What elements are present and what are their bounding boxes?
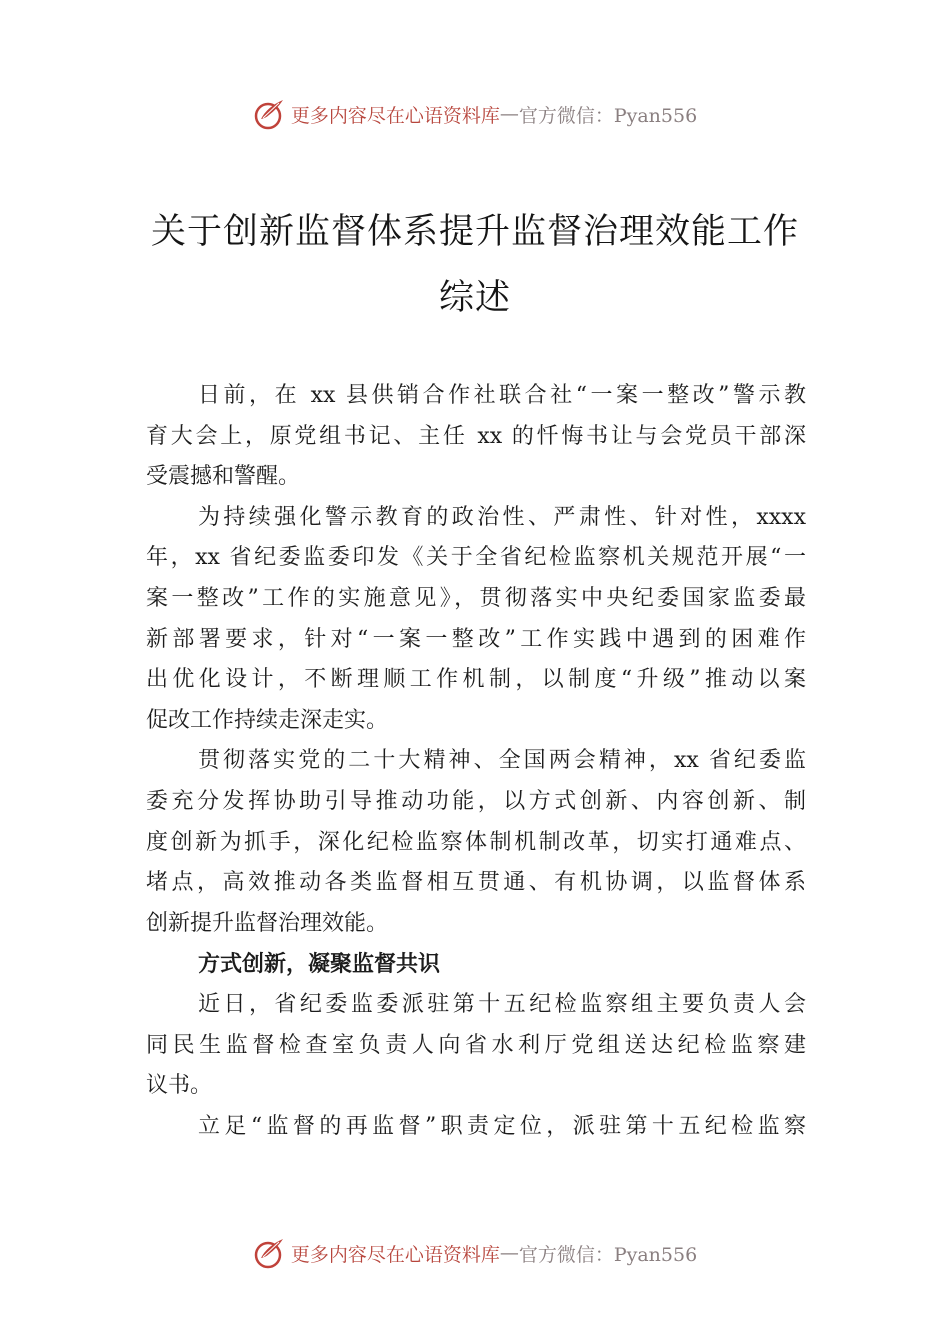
body-line: 日前，在 xx 县供销合作社联合社“一案一整改”警示教 [198, 383, 806, 408]
watermark-grey-text: 官方微信：Pyan556 [518, 1243, 698, 1266]
body-line: 议书。 [146, 1073, 213, 1099]
watermark-red-text: 更多内容尽在心语资料库 [290, 104, 500, 127]
quill-logo-icon [253, 97, 287, 131]
body-line: 促改工作持续走深走实。 [146, 707, 389, 733]
body-line: 近日，省纪委监委派驻第十五纪检监察组主要负责人会 [198, 991, 806, 1017]
body-line: 度创新为抓手，深化纪检监察体制机制改革，切实打通难点、 [146, 829, 806, 855]
body-line: 新部署要求，针对“一案一整改”工作实践中遇到的困难作 [146, 626, 806, 652]
body-line: 同民生监督检查室负责人向省水利厅党组送达纪检监察建 [146, 1032, 806, 1058]
body-line: 案一整改”工作的实施意见》，贯彻落实中央纪委国家监委最 [146, 585, 806, 611]
watermark-banner-top [0, 94, 950, 134]
section-heading: 方式创新，凝聚监督共识 [198, 951, 441, 978]
body-line: 出优化设计，不断理顺工作机制，以制度“升级”推动以案 [146, 667, 806, 693]
quill-logo-icon [253, 1236, 287, 1270]
body-line: 贯彻落实党的二十大精神、全国两会精神，xx 省纪委监 [198, 748, 806, 774]
document-title-line-1: 关于创新监督体系提升监督治理效能工作 [150, 212, 799, 252]
body-line: 堵点，高效推动各类监督相互贯通、有机协调，以监督体系 [146, 870, 806, 896]
body-line: 委充分发挥协助引导推动功能，以方式创新、内容创新、制 [146, 788, 806, 814]
watermark-banner-bottom [0, 1233, 950, 1273]
document-body [146, 376, 806, 1147]
watermark-dash: — [499, 1242, 519, 1264]
body-line: 创新提升监督治理效能。 [146, 910, 389, 936]
body-line: 受震撼和警醒。 [146, 464, 301, 490]
body-line: 为持续强化警示教育的政治性、严肃性、针对性，xxxx [198, 504, 806, 530]
document-title-line-2: 综述 [438, 278, 511, 318]
body-line: 立足“监督的再监督”职责定位，派驻第十五纪检监察 [198, 1113, 806, 1139]
body-line: 年，xx 省纪委监委印发《关于全省纪检监察机关规范开展“一 [146, 545, 806, 571]
watermark-dash: — [499, 103, 519, 125]
watermark-red-text: 更多内容尽在心语资料库 [290, 1243, 500, 1266]
body-line: 育大会上，原党组书记、主任 xx 的忏悔书让与会党员干部深 [146, 423, 806, 449]
watermark-grey-text: 官方微信：Pyan556 [518, 104, 698, 127]
